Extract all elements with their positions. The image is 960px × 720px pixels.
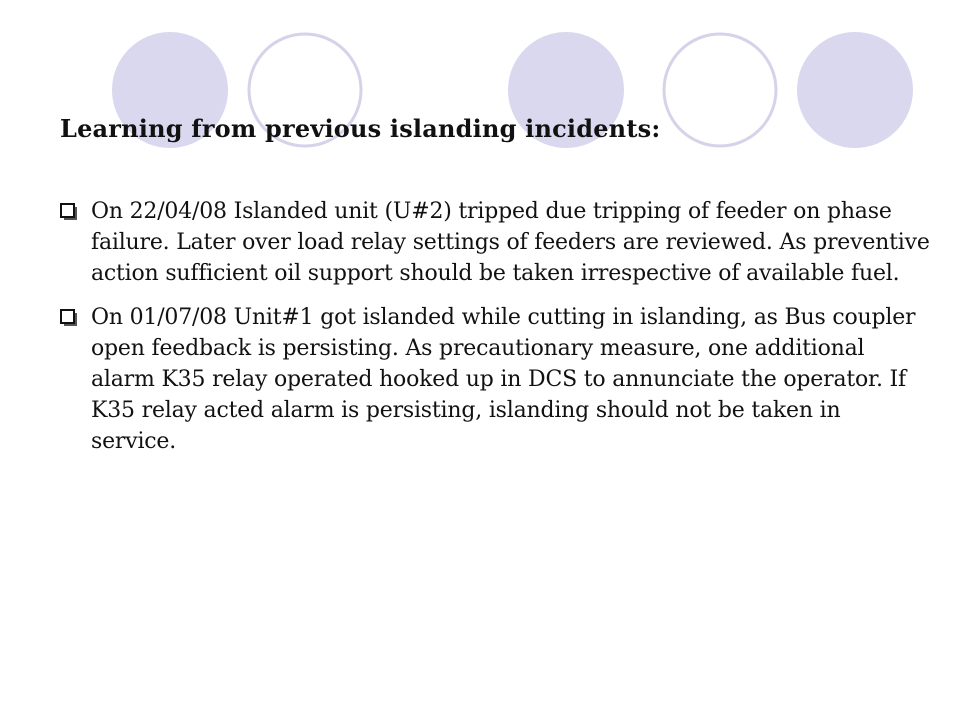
bullet-text: On 22/04/08 Islanded unit (U#2) tripped due tripping of feeder on phase failure. Later over load relay settings of feeders are reviewed. As preventive action sufficient oil support should be taken irrespective of available fuel. [91,199,930,286]
bullet-text: On 01/07/08 Unit#1 got islanded while cutting in islanding, as Bus coupler open feedback is persisting. As precautionary measure, one additional alarm K35 relay operated hooked up in DCS to annunciate the operator. If K35 relay acted alarm is persisting, islanding should not be taken in service. [91,305,916,454]
bullet-item [60,196,930,289]
square-bullet-icon [60,309,78,327]
slide-title: Learning from previous islanding incidents: [60,114,661,143]
bullet-item [60,302,930,457]
outline-circle-2 [664,34,776,146]
filled-circle-3 [797,32,913,148]
bullet-list [60,196,930,470]
square-bullet-icon [60,203,78,221]
